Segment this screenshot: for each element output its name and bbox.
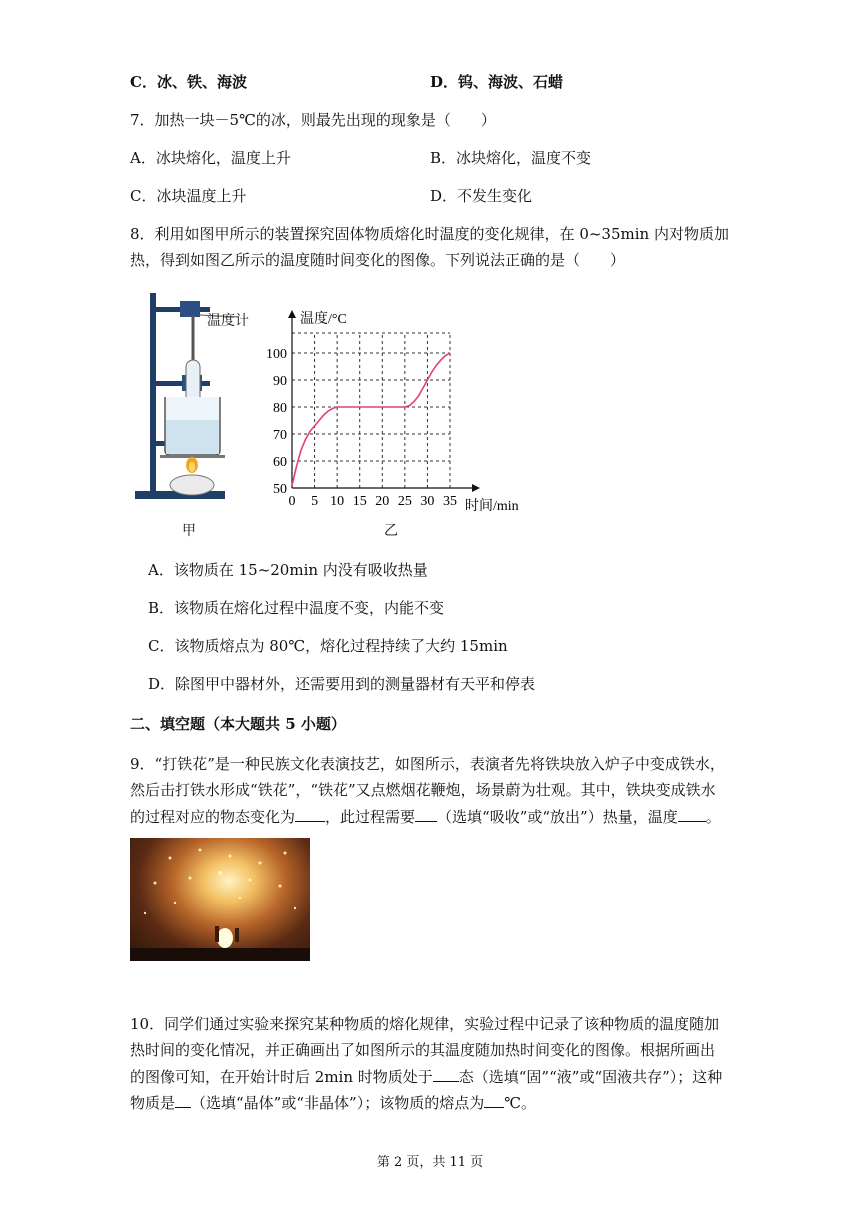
y-tick-label: 60 [273,455,287,470]
q10-line1: 10．同学们通过实验来探究某种物质的熔化规律，实验过程中记录了该种物质的温度随加 [130,1015,720,1033]
x-axis-label: 时间/min [465,499,519,514]
q9-line2: 然后击打铁水形成“铁花”，“铁花”又点燃烟花鞭炮，场景蔚为壮观。其中，铁块变成铁水 [130,781,716,799]
q6-option-d: D．钨、海波、石蜡 [430,73,564,91]
q7-stem: 7．加热一块－5℃的冰，则最先出现的现象是（ ） [130,111,496,129]
x-tick-label: 5 [311,494,319,509]
section-title: 二、填空题（本大题共 5 小题） [130,715,346,733]
q10-text-c: 物质是 [130,1094,176,1112]
q8-option-d: D．除图甲中器材外，还需要用到的测量器材有天平和停表 [148,675,536,693]
figure-label-jia: 甲 [182,523,196,539]
q10-text-a: 的图像可知，在开始计时后 2min 时物质处于 [130,1068,433,1086]
thermometer-label: 温度计 [207,313,249,329]
x-tick-label: 0 [288,494,296,509]
iron-flower-photo [130,838,310,961]
q6-option-c: C．冰、铁、海波 [130,73,247,91]
q9-text-d: 。 [705,808,721,826]
series-line [292,353,450,485]
y-axis-arrow [288,310,296,318]
q7-option-a: A．冰块熔化，温度上升 [130,149,291,167]
q10-text-b: 态（选填“固”“液”或“固液共存”）；这种 [458,1068,723,1086]
q10-text-e: ℃。 [504,1094,536,1112]
q9-blank-2[interactable] [415,806,437,822]
q10-blank-1[interactable] [433,1066,459,1082]
q10-line3 [130,1066,722,1087]
q9-line1: 9．“打铁花”是一种民族文化表演技艺，如图所示，表演者先将铁块放入炉子中变成铁水， [130,755,725,773]
q10-line2: 热时间的变化情况，并正确画出了如图所示的其温度随加热时间变化的图像。根据所画出 [130,1041,716,1059]
x-tick-label: 30 [420,494,435,509]
page-footer: 第 2 页，共 11 页 [376,1155,484,1170]
x-tick-label: 15 [352,494,367,509]
q8-option-a: A．该物质在 15~20min 内没有吸收热量 [148,561,428,579]
q7-option-d: D．不发生变化 [430,187,533,205]
q10-blank-2[interactable] [175,1092,191,1108]
q9-line3 [130,806,721,827]
y-tick-label: 70 [273,428,287,443]
x-tick-label: 20 [375,494,390,509]
q9-blank-3[interactable] [678,806,706,822]
y-axis-label: 温度/°C [300,312,347,327]
q8-option-c: C．该物质熔点为 80℃，熔化过程持续了大约 15min [148,637,508,655]
x-tick-label: 25 [397,494,412,509]
q8-option-b: B．该物质在熔化过程中温度不变，内能不变 [148,599,445,617]
figure-label-yi: 乙 [384,523,398,539]
y-tick-label: 90 [273,374,287,389]
q9-text-a: 的过程对应的物态变化为 [130,808,296,826]
q7-option-b: B．冰块熔化，温度不变 [430,149,592,167]
q10-blank-3[interactable] [484,1092,504,1108]
q10-text-d: （选填“晶体”或“非晶体”）；该物质的熔点为 [191,1094,485,1112]
q9-text-b: ，此过程需要 [325,808,416,826]
temperature-time-chart [255,310,545,520]
q10-line4 [130,1092,536,1113]
q8-stem-line1: 8．利用如图甲所示的装置探究固体物质熔化时温度的变化规律，在 0~35min 内对物质加 [130,225,729,243]
y-tick-label: 100 [266,347,287,362]
y-tick-label: 80 [273,401,287,416]
y-tick-label: 50 [273,482,287,497]
x-tick-label: 35 [443,494,457,509]
x-tick-label: 10 [330,494,345,509]
q9-blank-1[interactable] [295,806,325,822]
q9-text-c: （选填“吸收”或“放出”）热量，温度 [437,808,678,826]
q8-stem-line2: 热，得到如图乙所示的温度随时间变化的图像。下列说法正确的是（ ） [130,251,626,269]
x-axis-arrow [472,484,480,492]
q7-option-c: C．冰块温度上升 [130,187,247,205]
